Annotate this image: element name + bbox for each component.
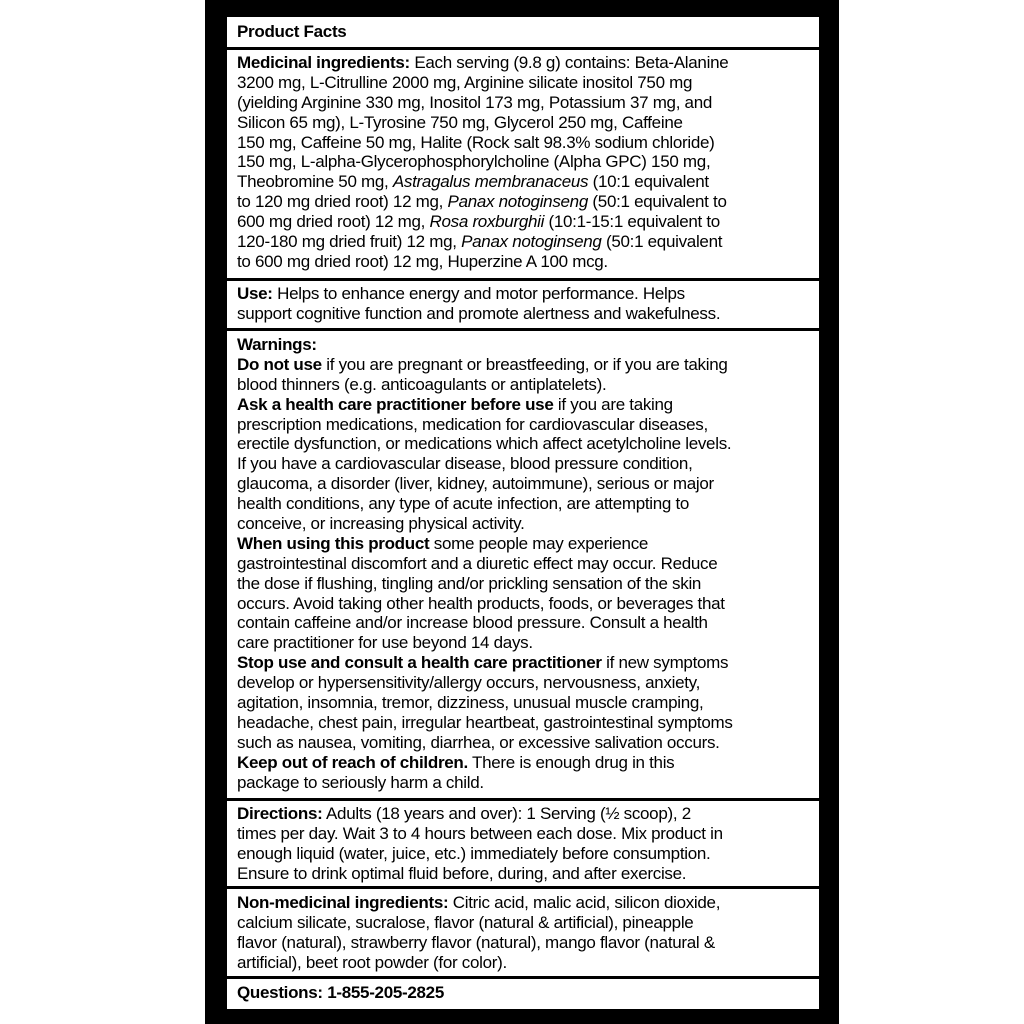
warnings-heading: Warnings: xyxy=(237,335,317,354)
divider xyxy=(227,278,819,281)
warnings-line: occurs. Avoid taking other health products, foods, or beverages that xyxy=(237,593,725,613)
warnings-line: agitation, insomnia, tremor, dizziness, unusual muscle cramping, xyxy=(237,693,704,713)
medicinal-ingredients-section xyxy=(227,53,819,272)
use-line-2: support cognitive function and promote alertness and wakefulness. xyxy=(237,303,721,323)
nonmedicinal-line: calcium silicate, sucralose, flavor (natural & artificial), pineapple xyxy=(237,912,694,932)
latin-name: Astragalus membranaceus xyxy=(392,172,589,192)
medicinal-heading: Medicinal ingredients: xyxy=(237,53,410,72)
title-section xyxy=(227,22,819,42)
medicinal-line-5: 150 mg, Caffeine 50 mg, Halite (Rock salt 98.3% sodium chloride) xyxy=(237,132,715,152)
directions-line: Ensure to drink optimal fluid before, during, and after exercise. xyxy=(237,863,687,883)
latin-name: Rosa roxburghii xyxy=(429,212,545,232)
directions-heading: Directions: xyxy=(237,804,323,823)
medicinal-text: Each serving (9.8 g) contains: Beta-Alanine xyxy=(414,53,729,72)
nonmedicinal-line: artificial), beet root powder (for color). xyxy=(237,952,507,972)
warnings-line: package to seriously harm a child. xyxy=(237,772,484,792)
medicinal-text: (50:1 equivalent to xyxy=(588,192,727,212)
medicinal-text: (10:1 equivalent xyxy=(588,172,709,192)
questions-section xyxy=(227,983,819,1003)
nonmedicinal-text: Citric acid, malic acid, silicon dioxide, xyxy=(452,893,721,912)
warnings-line xyxy=(237,753,809,773)
medicinal-line-2: 3200 mg, L-Citrulline 2000 mg, Arginine silicate inositol 750 mg xyxy=(237,72,693,92)
warnings-line xyxy=(237,355,809,375)
warnings-line: prescription medications, medication for cardiovascular diseases, xyxy=(237,414,708,434)
medicinal-line-3: (yielding Arginine 330 mg, Inositol 173 mg, Potassium 37 mg, and xyxy=(237,92,713,112)
divider xyxy=(227,328,819,331)
latin-name: Panax notoginseng xyxy=(461,232,602,252)
latin-name: Panax notoginseng xyxy=(447,192,588,212)
warnings-line: glaucoma, a disorder (liver, kidney, autoimmune), serious or major xyxy=(237,474,714,494)
medicinal-line-9 xyxy=(237,212,809,232)
warning-subheading: Keep out of reach of children. xyxy=(237,752,468,772)
warnings-line xyxy=(237,534,809,554)
warning-text: if you are taking xyxy=(553,394,673,414)
warning-text: There is enough drug in this xyxy=(467,752,675,772)
medicinal-line-10 xyxy=(237,232,809,252)
warnings-line: erectile dysfunction, or medications which affect acetylcholine levels. xyxy=(237,434,732,454)
warnings-line: If you have a cardiovascular disease, blood pressure condition, xyxy=(237,454,693,474)
warning-text: if new symptoms xyxy=(601,653,729,673)
warnings-line: health conditions, any type of acute infection, are attempting to xyxy=(237,494,690,514)
directions-line: times per day. Wait 3 to 4 hours between each dose. Mix product in xyxy=(237,823,723,843)
divider xyxy=(227,798,819,801)
warning-subheading: Do not use xyxy=(237,354,322,374)
warnings-line: conceive, or increasing physical activity. xyxy=(237,514,525,534)
medicinal-line-4: Silicon 65 mg), L-Tyrosine 750 mg, Glycerol 250 mg, Caffeine xyxy=(237,112,683,132)
warnings-line xyxy=(237,395,809,415)
warnings-line: care practitioner for use beyond 14 days. xyxy=(237,633,533,653)
medicinal-text: 600 mg dried root) 12 mg, xyxy=(237,212,430,232)
warnings-line: the dose if flushing, tingling and/or prickling sensation of the skin xyxy=(237,573,702,593)
medicinal-text: (50:1 equivalent xyxy=(601,232,723,252)
warning-text: some people may experience xyxy=(429,533,649,553)
directions-text: Adults (18 years and over): 1 Serving (½ scoop), 2 xyxy=(326,804,691,823)
nonmedicinal-line xyxy=(237,893,809,913)
nonmedicinal-section xyxy=(227,893,819,973)
medicinal-line-8 xyxy=(237,192,809,212)
warning-subheading: Ask a health care practitioner before use xyxy=(237,394,554,414)
nonmedicinal-heading: Non-medicinal ingredients: xyxy=(237,893,449,912)
questions-phone: Questions: 1-855-205-2825 xyxy=(237,983,444,1002)
use-line-1 xyxy=(237,284,809,304)
medicinal-line-7 xyxy=(237,172,809,192)
medicinal-line-6: 150 mg, L-alpha-Glycerophosphorylcholine (Alpha GPC) 150 mg, xyxy=(237,152,711,172)
warnings-line: develop or hypersensitivity/allergy occurs, nervousness, anxiety, xyxy=(237,673,701,693)
medicinal-text: 120-180 mg dried fruit) 12 mg, xyxy=(237,232,462,252)
medicinal-text: (10:1-15:1 equivalent to xyxy=(544,212,720,232)
directions-section xyxy=(227,804,819,884)
warnings-line: blood thinners (e.g. anticoagulants or antiplatelets). xyxy=(237,374,607,394)
panel-title: Product Facts xyxy=(237,22,347,41)
medicinal-text: Theobromine 50 mg, xyxy=(237,172,393,192)
divider xyxy=(227,47,819,50)
directions-line xyxy=(237,804,809,824)
warnings-line xyxy=(237,653,809,673)
warning-text: if you are pregnant or breastfeeding, or if you are taking xyxy=(321,354,728,374)
divider xyxy=(227,886,819,889)
use-text: Helps to enhance energy and motor performance. Helps xyxy=(277,284,685,303)
warnings-line: such as nausea, vomiting, diarrhea, or excessive salivation occurs. xyxy=(237,732,720,752)
use-heading: Use: xyxy=(237,284,273,303)
use-section xyxy=(227,284,819,324)
warnings-line: gastrointestinal discomfort and a diuretic effect may occur. Reduce xyxy=(237,553,718,573)
medicinal-line-11: to 600 mg dried root) 12 mg, Huperzine A 100 mcg. xyxy=(237,251,608,271)
nonmedicinal-line: flavor (natural), strawberry flavor (natural), mango flavor (natural & xyxy=(237,932,715,952)
divider xyxy=(227,976,819,979)
warnings-section xyxy=(227,335,819,792)
medicinal-text: to 120 mg dried root) 12 mg, xyxy=(237,192,448,212)
warnings-line: headache, chest pain, irregular heartbeat, gastrointestinal symptoms xyxy=(237,712,733,732)
warnings-line: contain caffeine and/or increase blood pressure. Consult a health xyxy=(237,613,708,633)
medicinal-line-1 xyxy=(237,53,809,73)
warning-subheading: When using this product xyxy=(237,533,430,553)
warning-subheading: Stop use and consult a health care practitioner xyxy=(237,653,602,673)
product-facts-panel xyxy=(224,14,822,1012)
directions-line: enough liquid (water, juice, etc.) immediately before consumption. xyxy=(237,843,711,863)
